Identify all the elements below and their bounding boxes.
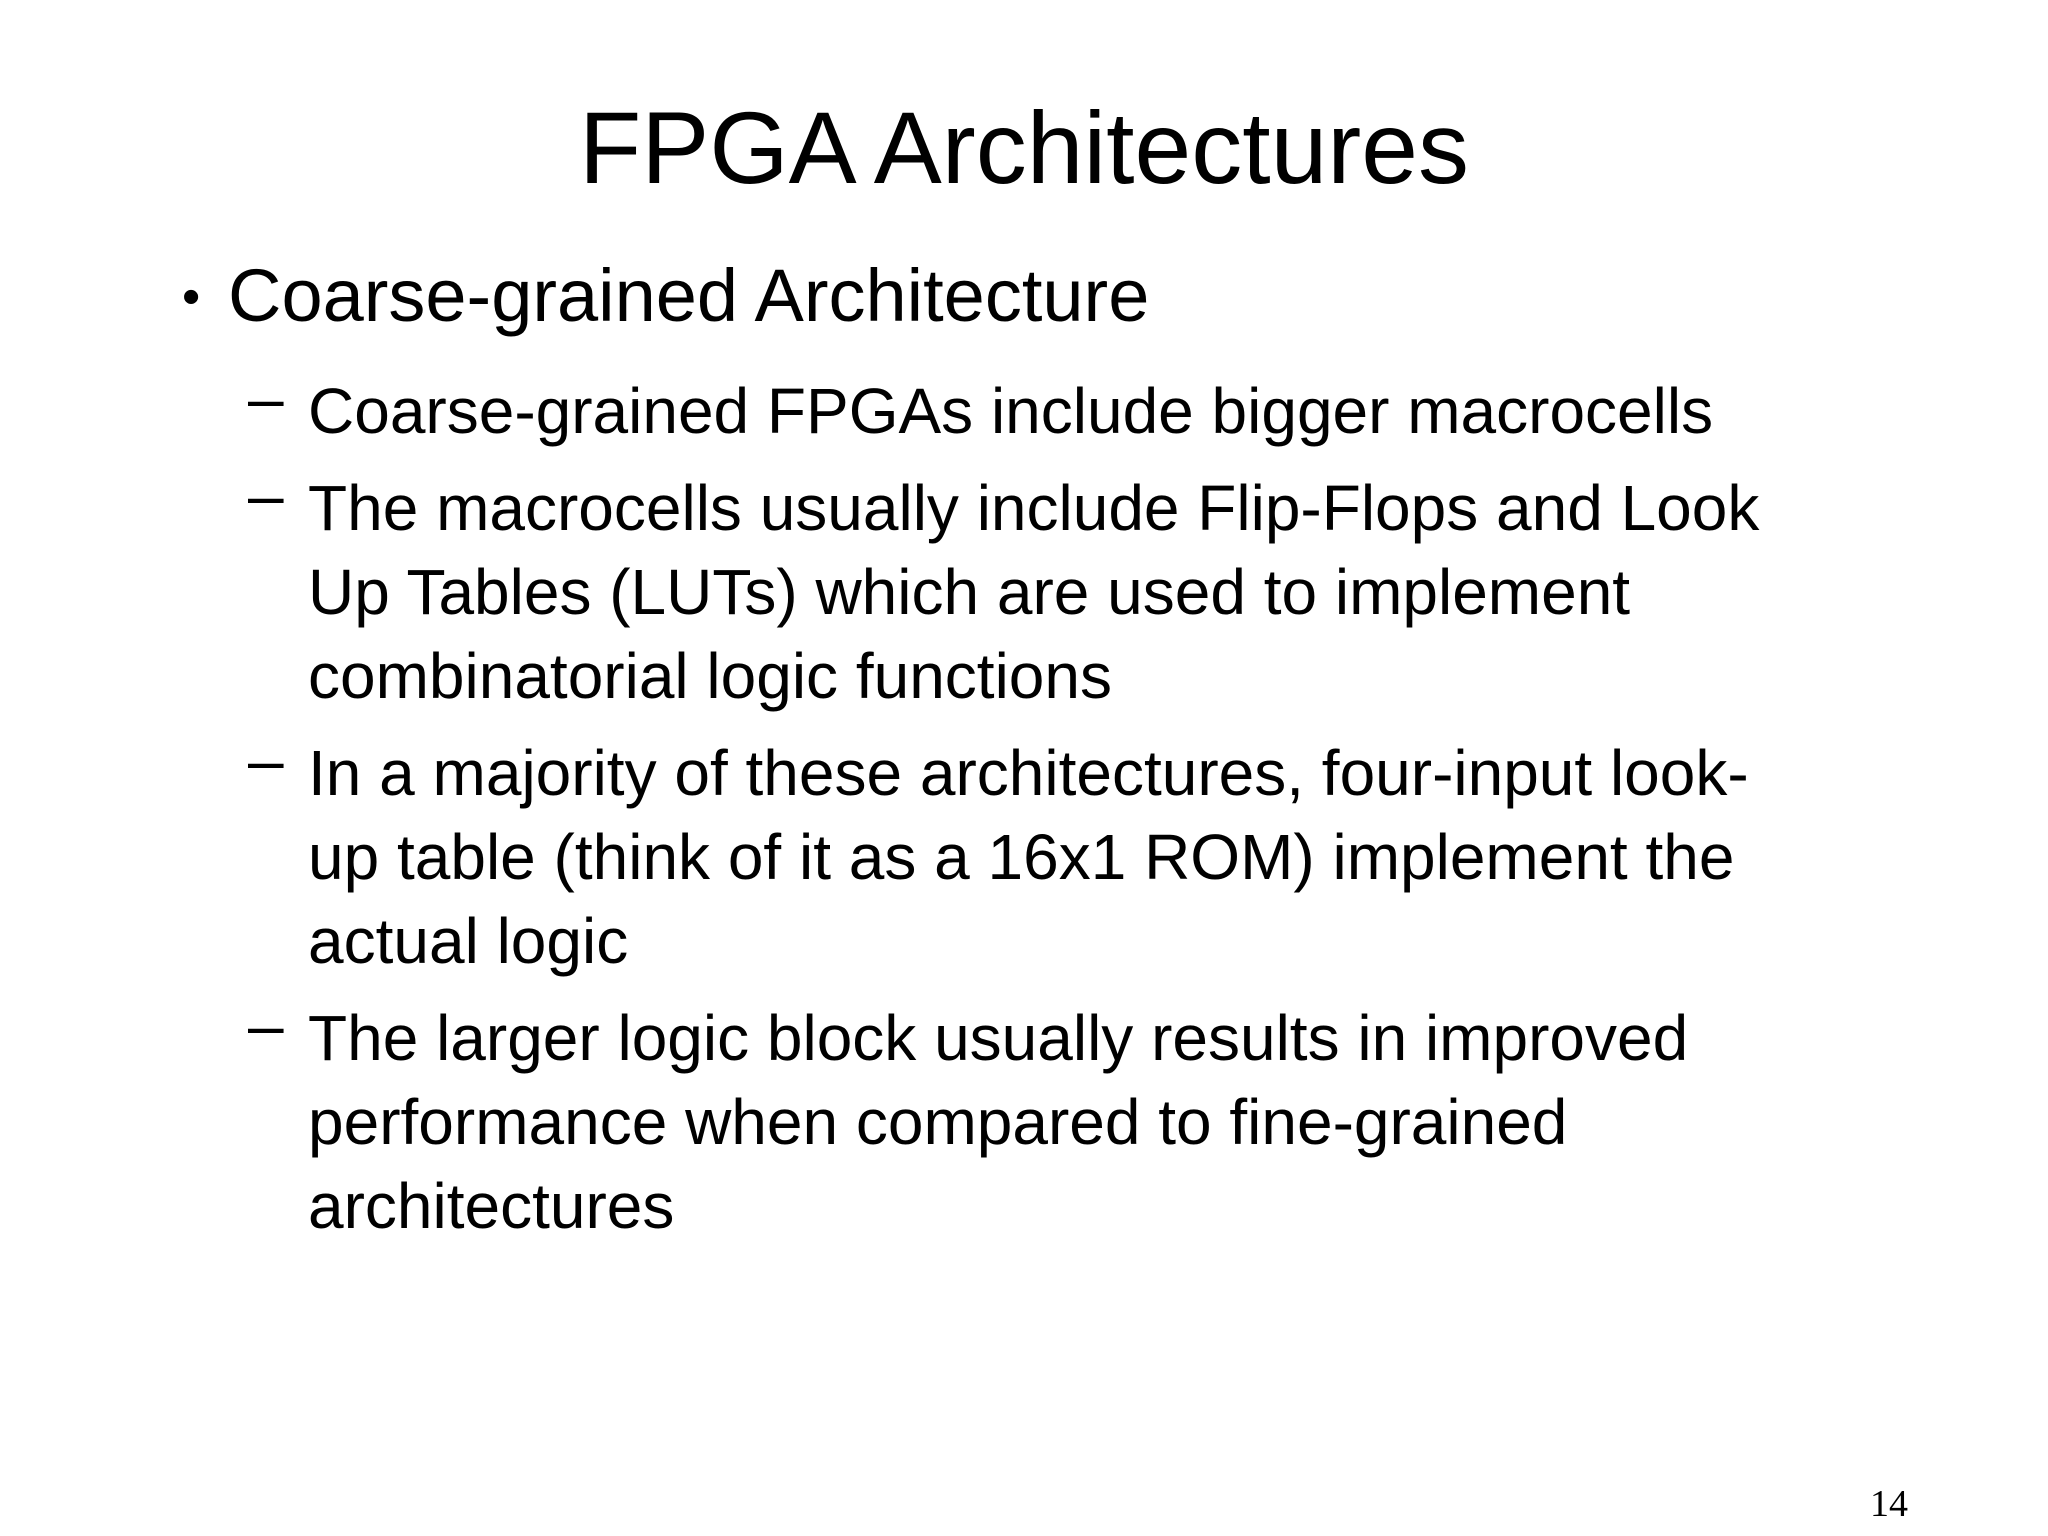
sub-bullet-line: Up Tables (LUTs) which are used to implement [308,556,1631,628]
bullet-text: Coarse-grained Architecture [228,254,1150,337]
sub-bullet-line: The larger logic block usually results in improved [308,1002,1689,1074]
sub-bullet-line: In a majority of these architectures, four-input look- [308,737,1749,809]
dash-marker: – [248,459,284,531]
sub-bullet-line: up table (think of it as a 16x1 ROM) implement the [308,821,1735,893]
sub-bullet-line: actual logic [308,905,629,977]
sub-bullet-line: Coarse-grained FPGAs include bigger macrocells [308,375,1714,447]
page-number: 14 [1870,1483,1908,1525]
sub-bullet-line: combinatorial logic functions [308,640,1112,712]
bullet-marker: • [182,268,201,326]
sub-bullet-line: architectures [308,1170,675,1242]
dash-marker: – [248,724,284,796]
sub-bullet-line: The macrocells usually include Flip-Flops and Look [308,472,1760,544]
dash-marker: – [248,989,284,1061]
dash-marker: – [248,362,284,434]
slide-title: FPGA Architectures [578,91,1469,205]
sub-bullet-line: performance when compared to fine-grained [308,1086,1568,1158]
